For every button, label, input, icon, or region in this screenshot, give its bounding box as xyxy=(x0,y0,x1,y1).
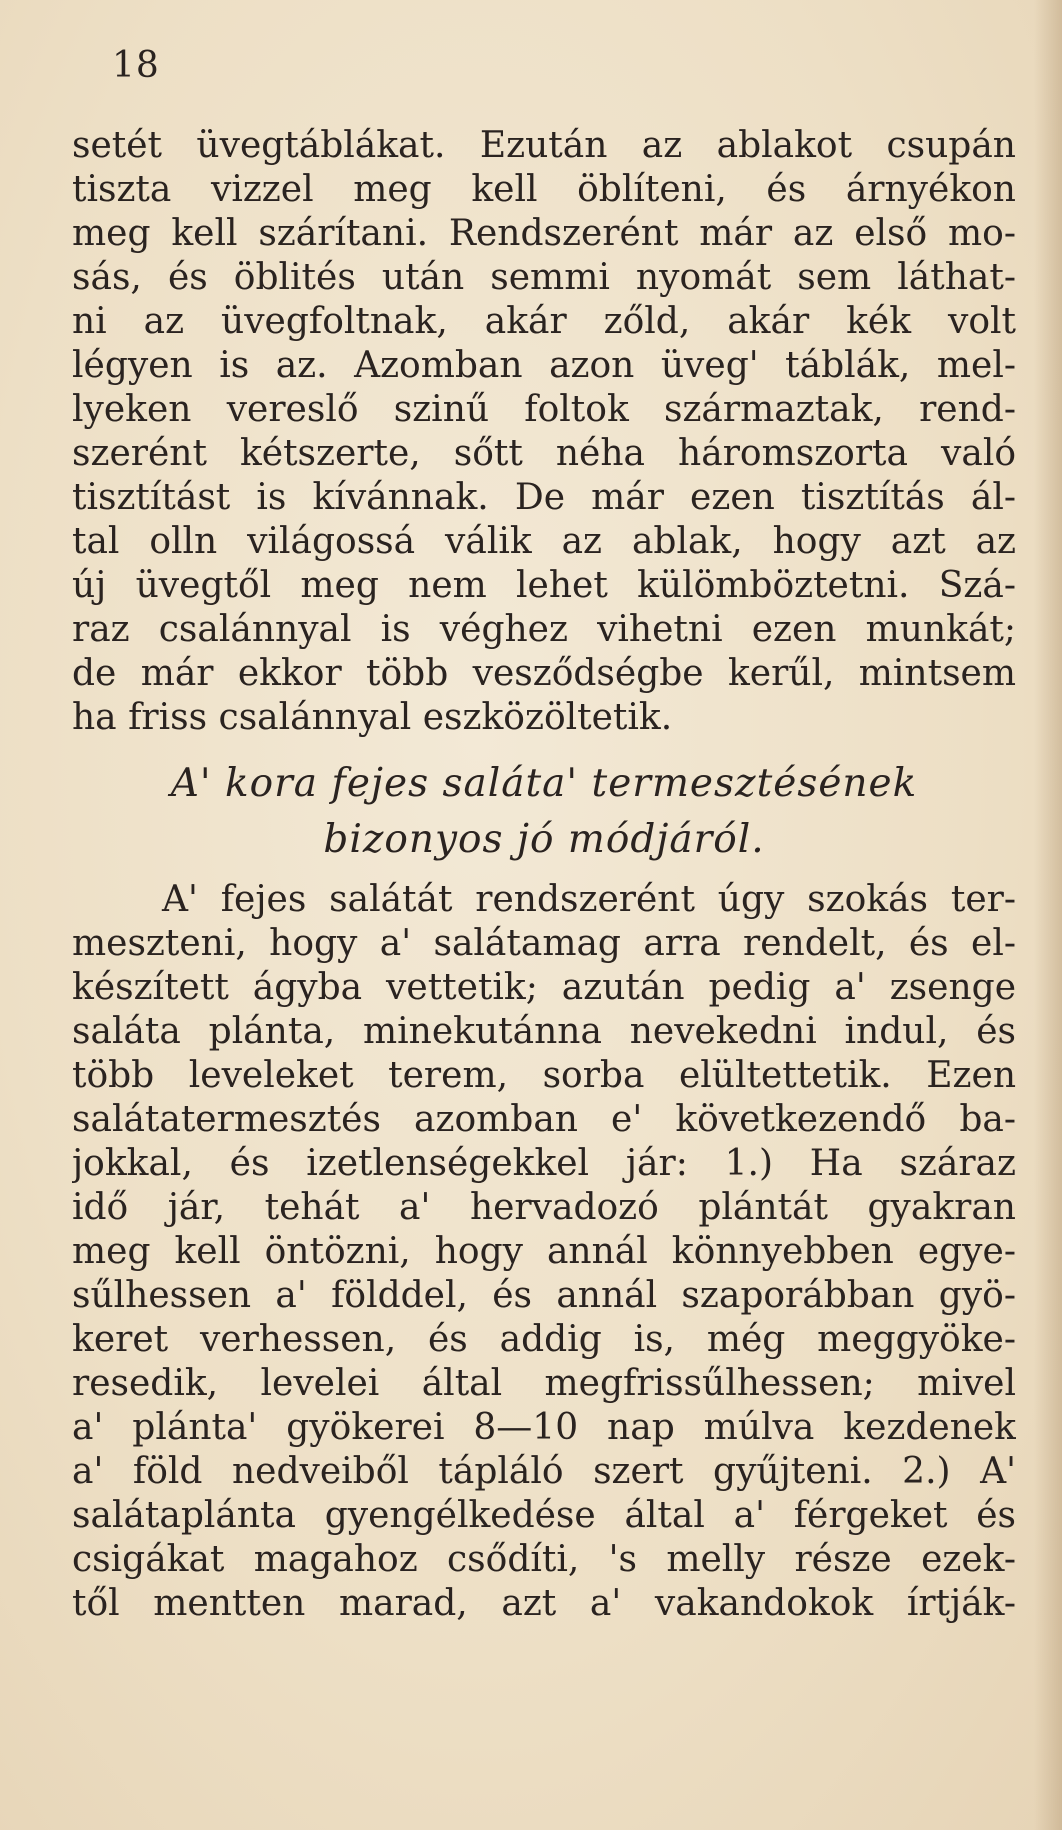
paragraph-1 xyxy=(72,124,1016,740)
text-line: csigákat magahoz csődíti, 's melly része ezek- xyxy=(72,1539,1016,1580)
text-line: meszteni, hogy a' salátamag arra rendelt, és el- xyxy=(72,923,1016,964)
heading-line: bizonyos jó módjáról. xyxy=(323,817,765,862)
text-line: meg kell öntözni, hogy annál könnyebben egye- xyxy=(72,1231,1016,1272)
paragraph-2 xyxy=(72,878,1016,1626)
text-line: új üvegtől meg nem lehet külömböztetni. Szá- xyxy=(72,565,1016,606)
text-line: ni az üvegfoltnak, akár zőld, akár kék volt xyxy=(72,301,1016,342)
text-line: salátatermesztés azomban e' következendő ba- xyxy=(72,1099,1016,1140)
text-line: idő jár, tehát a' hervadozó plántát gyakran xyxy=(72,1187,1016,1228)
text-line: a' plánta' gyökerei 8—10 nap múlva kezdenek xyxy=(72,1407,1016,1448)
text-line: keret verhessen, és addig is, még meggyöke- xyxy=(72,1319,1016,1360)
text-line: setét üvegtáblákat. Ezután az ablakot csupán xyxy=(72,125,1016,166)
text-line: készített ágyba vettetik; azután pedig a' zsenge xyxy=(72,967,1016,1008)
text-line: sás, és öblités után semmi nyomát sem láthat- xyxy=(72,257,1016,298)
text-line: saláta plánta, minekutánna nevekedni indul, és xyxy=(72,1011,1016,1052)
text-line: meg kell szárítani. Rendszerént már az első mo- xyxy=(72,213,1016,254)
heading-line: A' kora fejes saláta' termesztésének xyxy=(170,761,918,806)
text-line: tiszta vizzel meg kell öblíteni, és árnyékon xyxy=(72,169,1016,210)
text-line: től mentten marad, azt a' vakandokok írtják- xyxy=(72,1583,1016,1624)
text-line: salátaplánta gyengélkedése által a' férgeket és xyxy=(72,1495,1016,1536)
text-line: több leveleket terem, sorba elültettetik. Ezen xyxy=(72,1055,1016,1096)
text-line: jokkal, és izetlenségekkel jár: 1.) Ha száraz xyxy=(72,1143,1016,1184)
page-edge-shading xyxy=(1034,0,1062,1830)
page-number: 18 xyxy=(112,45,160,86)
text-line: ha friss csalánnyal eszközöltetik. xyxy=(72,697,673,738)
text-line: lyeken vereslő szinű foltok származtak, rend- xyxy=(72,389,1016,430)
text-line: sűlhessen a' földdel, és annál szaporábban gyö- xyxy=(72,1275,1016,1316)
text-line: de már ekkor több vesződségbe kerűl, mintsem xyxy=(72,653,1016,694)
text-line: A' fejes salátát rendszerént úgy szokás ter- xyxy=(162,879,1016,920)
page-body xyxy=(72,124,1016,1626)
section-heading xyxy=(72,756,1016,868)
text-line: raz csalánnyal is véghez vihetni ezen munkát; xyxy=(72,609,1016,650)
text-line: a' föld nedveiből tápláló szert gyűjteni. 2.) A' xyxy=(72,1451,1016,1492)
text-line: tal olln világossá válik az ablak, hogy azt az xyxy=(72,521,1016,562)
text-line: szerént kétszerte, sőtt néha háromszorta való xyxy=(72,433,1016,474)
text-line: resedik, levelei által megfrissűlhessen; mivel xyxy=(72,1363,1016,1404)
text-line: légyen is az. Azomban azon üveg' táblák, mel- xyxy=(72,345,1016,386)
text-line: tisztítást is kívánnak. De már ezen tisztítás ál- xyxy=(72,477,1016,518)
